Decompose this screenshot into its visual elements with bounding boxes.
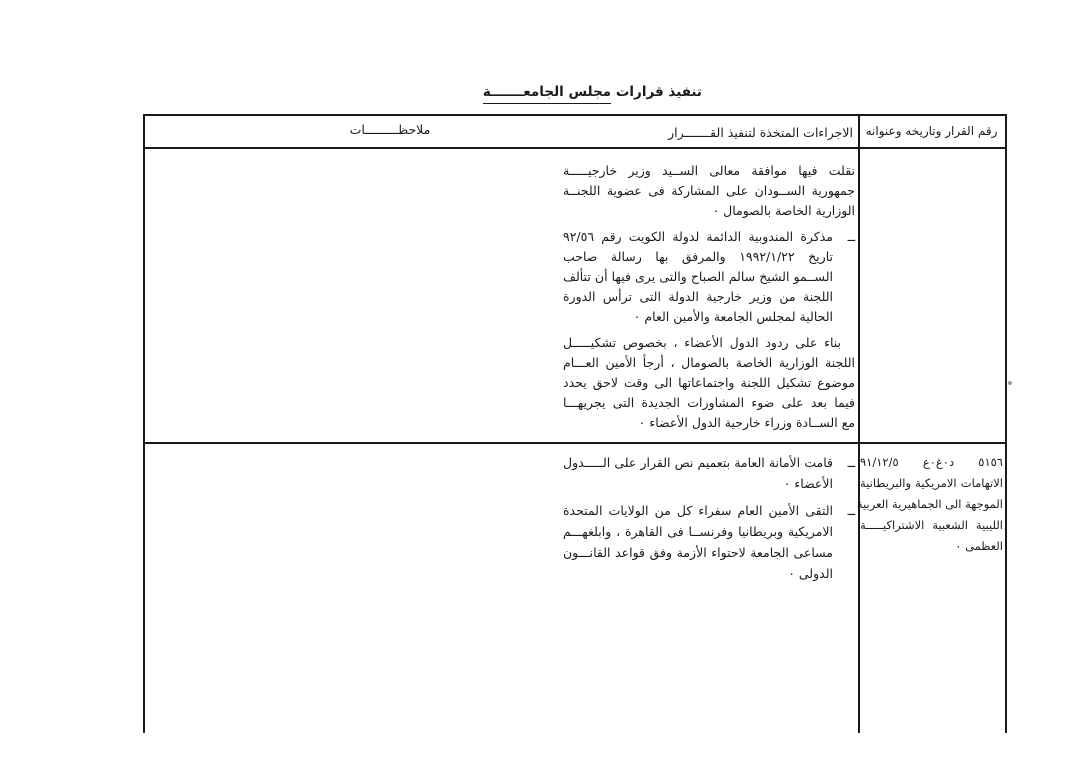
text-line: مع الســادة وزراء خارجية الدول الأعضاء ٠ <box>638 415 855 430</box>
text-line: الامريكية وبريطانيا وفرنســا فى القاهرة ، وابلغهـــم <box>563 524 833 539</box>
text-line: الدولى ٠ <box>788 566 833 581</box>
text-line: مساعى الجامعة لاحتواء الأزمة وفق قواعد القانـــون <box>563 545 833 560</box>
paragraph <box>563 333 855 433</box>
text-line: مذكرة المندوبية الدائمة لدولة الكويت رقم ٩٢/٥٦ <box>563 229 833 244</box>
table-header-divider <box>143 147 1007 149</box>
dash-marker: ــ <box>847 455 855 470</box>
table-column-divider <box>858 114 860 733</box>
scan-artifact <box>1008 381 1012 385</box>
paragraph <box>563 227 855 327</box>
dash-marker: ــ <box>847 503 855 518</box>
text-line: تاريخ ١٩٩٢/١/٢٢ والمرفق بها رسالة صاحب <box>563 249 833 264</box>
page-title <box>483 84 702 100</box>
table-row-divider <box>143 442 1007 444</box>
table-border-right <box>1005 114 1007 733</box>
text-line: بناء على ردود الدول الأعضاء ، بخصوص تشكيـــــل <box>563 335 841 350</box>
paragraph <box>563 452 855 494</box>
decision-line: الاتهامات الامريكية والبريطانية <box>860 476 1003 490</box>
decision-line: الليبية الشعبية الاشتراكيـــــة <box>860 518 1003 532</box>
notes-cell <box>145 161 555 436</box>
text-line: الحالية لمجلس الجامعة والأمين العام ٠ <box>633 309 833 324</box>
dash-marker: ــ <box>847 229 855 244</box>
column-header-decision: رقم القرار وتاريخه وعنوانه <box>865 124 998 138</box>
notes-cell <box>145 452 555 727</box>
text-line: اللجنة الوزارية الخاصة بالصومال ، أرجأ الأمين العـــام <box>563 355 855 370</box>
text-line: الوزارية الخاصة بالصومال ٠ <box>712 203 855 218</box>
text-line: الأعضاء ٠ <box>783 476 833 491</box>
text-line: اللجنة من وزير خارجية الدولة التى ترأس الدورة <box>563 289 833 304</box>
text-line: الســمو الشيخ سالم الصباح والتى يرى فيها أن تتألف <box>563 269 833 284</box>
text-line: التقى الأمين العام سفراء كل من الولايات المتحدة <box>563 503 833 518</box>
paragraph <box>563 500 855 584</box>
procedures-cell <box>563 452 855 590</box>
decision-line: ٥١٥٦ د٠غ٠ع ٩١/١٢/٥ <box>860 455 1003 469</box>
decision-line: العظمى ٠ <box>955 539 1003 553</box>
text-line: جمهورية الســودان على المشاركة فى عضوية اللجنــة <box>563 183 855 198</box>
text-line: قامت الأمانة العامة بتعميم نص القرار على الـــــدول <box>563 455 833 470</box>
text-line: موضوع تشكيل اللجنة واجتماعاتها الى وقت لاحق يحدد <box>563 375 855 390</box>
text-line: فيما بعد على ضوء المشاورات الجديدة التى يجريهـــا <box>563 395 855 410</box>
title-text-underlined: مجلس الجامعـــــــة <box>483 84 611 104</box>
procedures-cell <box>563 161 855 439</box>
decision-line: الموجهة الى الجماهيرية العربية <box>856 497 1003 511</box>
column-header-procedures: الاجراءات المتخذة لتنفيذ القـــــــرار <box>668 125 853 140</box>
table-border-top <box>143 114 1007 116</box>
title-text: تنفيذ قرارات <box>615 84 702 100</box>
paragraph <box>563 161 855 221</box>
decision-cell <box>856 452 1003 557</box>
column-header-notes: ملاحظـــــــــات <box>349 122 431 137</box>
text-line: نقلت فيها موافقة معالى الســيد وزير خارجيـــــة <box>563 163 855 178</box>
